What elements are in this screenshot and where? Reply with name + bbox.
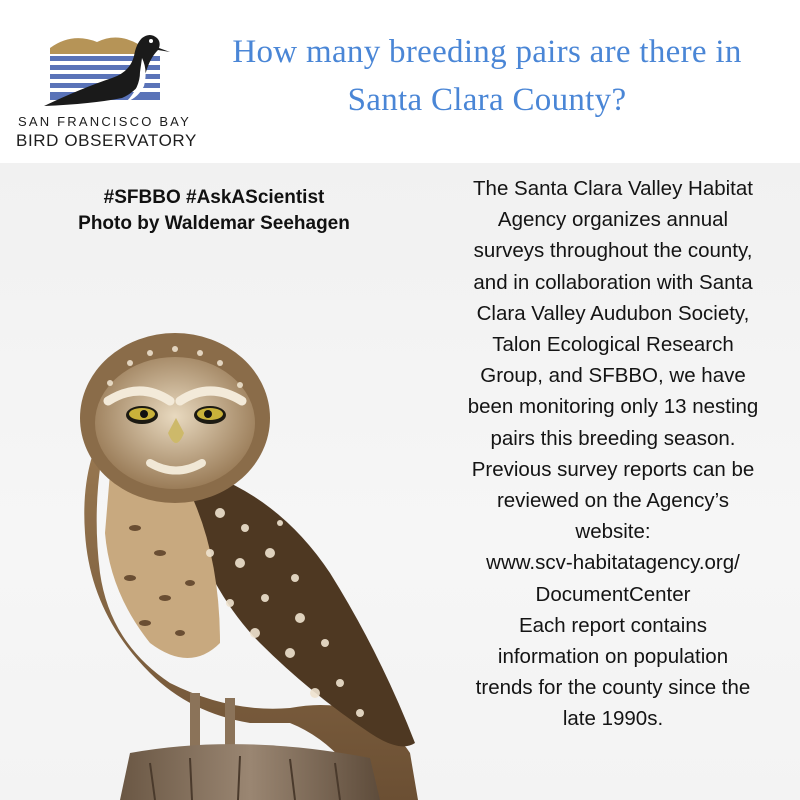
burrowing-owl-photo — [40, 313, 440, 800]
headline: How many breeding pairs are there in Santa Clara County? — [232, 34, 742, 118]
content-area — [0, 163, 800, 800]
body-line: Clara Valley Audubon Society, — [476, 301, 750, 325]
body-line: been monitoring only 13 nesting — [467, 395, 759, 419]
sfbbo-logo — [14, 28, 204, 153]
body-line: trends for the county since the — [475, 676, 751, 700]
body-line: Talon Ecological Research — [492, 333, 734, 357]
body-line: surveys throughout the county, — [473, 239, 753, 263]
body-line: Agency organizes annual — [497, 208, 729, 232]
photo-credit: Photo by Waldemar Seehagen — [78, 213, 350, 234]
body-line: late 1990s. — [562, 707, 664, 731]
body-line: information on population — [497, 645, 729, 669]
tag-block — [60, 185, 368, 237]
website-link[interactable]: DocumentCenter — [535, 582, 691, 606]
body-line: Previous survey reports can be — [471, 457, 755, 481]
body-line: pairs this breeding season. — [490, 426, 736, 450]
hashtags: #SFBBO #AskAScientist — [103, 187, 325, 208]
body-text — [440, 173, 786, 735]
body-line: Each report contains — [518, 613, 708, 637]
body-line: and in collaboration with Santa — [473, 270, 753, 294]
body-line: Group, and SFBBO, we have — [480, 364, 746, 388]
body-line: The Santa Clara Valley Habitat — [473, 177, 753, 200]
body-line: website: — [575, 520, 651, 544]
logo-line-1: SAN FRANCISCO BAY — [18, 114, 191, 129]
website-link[interactable]: www.scv-habitatagency.org/ — [486, 551, 740, 575]
header — [0, 0, 800, 163]
body-line: reviewed on the Agency’s — [496, 489, 730, 513]
stilt-bird-logo-icon — [42, 28, 182, 108]
logo-line-2: BIRD OBSERVATORY — [16, 131, 197, 150]
